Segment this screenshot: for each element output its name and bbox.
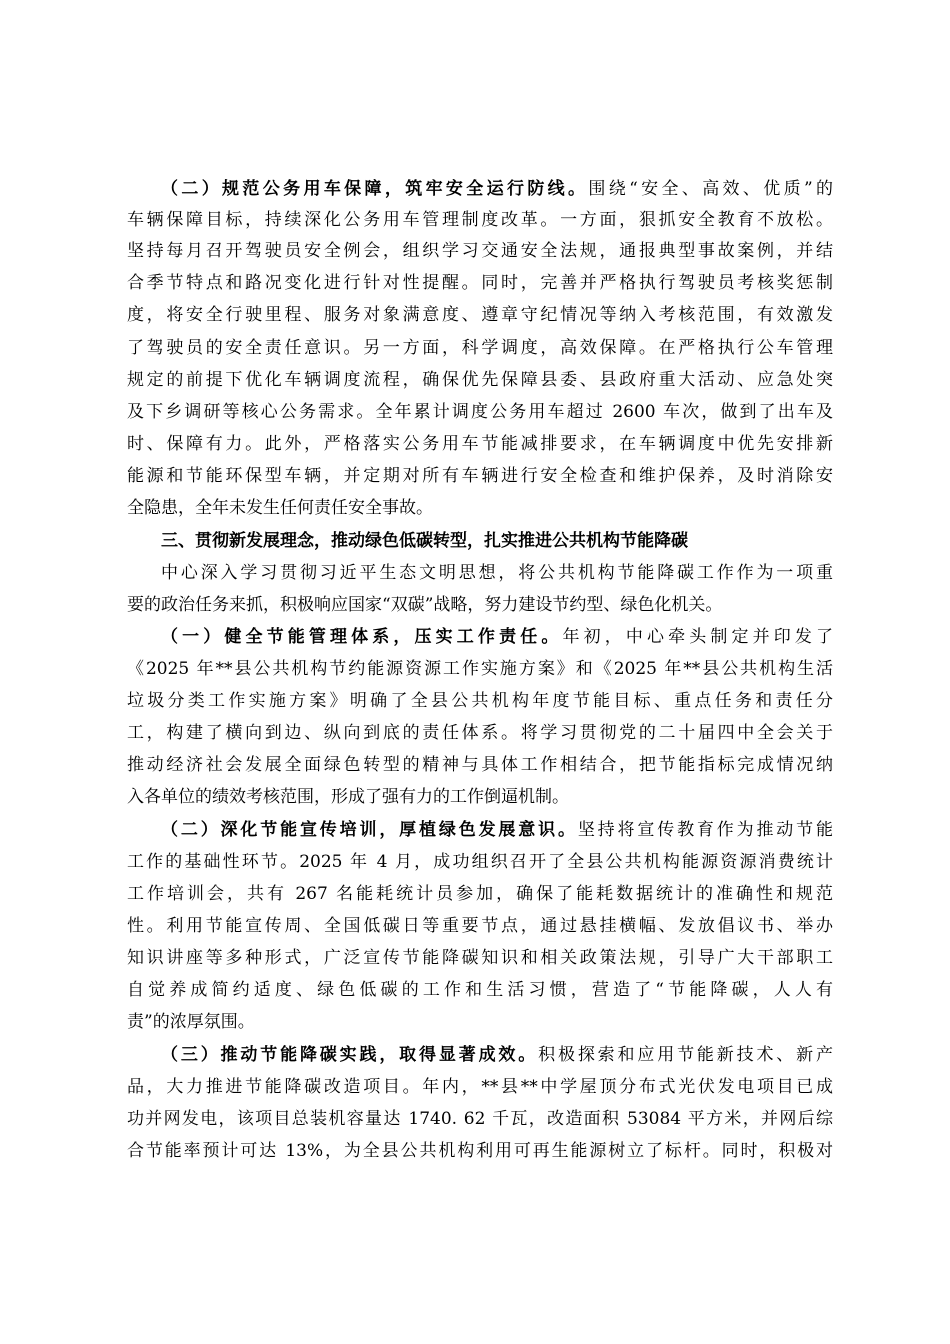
- text-line: [161, 622, 833, 652]
- text-line: 要的政治任务来抓，积极响应国家“双碳”战略，努力建设节约型、绿色化机关。: [127, 595, 723, 615]
- paragraph-heading: （二）深化节能宣传培训，厚植绿色发展意识。: [161, 820, 578, 840]
- text-line: 推动经济社会发展全面绿色转型的精神与具体工作相结合，把节能指标完成情况纳: [127, 755, 833, 775]
- text-line: 垃圾分类工作实施方案》明确了全县公共机构年度节能目标、重点任务和责任分: [127, 691, 833, 711]
- text-line: 度，将安全行驶里程、服务对象满意度、遵章守纪情况等纳入考核范围，有效激发: [127, 305, 833, 325]
- text-line: 能源和节能环保型车辆，并定期对所有车辆进行安全检查和维护保养，及时消除安: [127, 466, 833, 486]
- text-line: 了驾驶员的安全责任意识。另一方面，科学调度，高效保障。在严格执行公车管理: [127, 338, 833, 358]
- text-line: [161, 174, 833, 204]
- text-line: 工，构建了横向到边、纵向到底的责任体系。将学习贯彻党的二十届四中全会关于: [127, 723, 833, 743]
- text-line: 工作的基础性环节。2025 年 4 月，成功组织召开了全县公共机构能源资源消费统计: [127, 852, 833, 872]
- text-line: 全隐患，全年未发生任何责任安全事故。: [127, 498, 433, 518]
- paragraph-heading: （二）规范公务用车保障，筑牢安全运行防线。: [161, 179, 589, 199]
- section-heading: 三、贯彻新发展理念，推动绿色低碳转型，扎实推进公共机构节能降碳: [161, 531, 688, 551]
- text-line: 责”的浓厚氛围。: [127, 1012, 255, 1032]
- text-line: 入各单位的绩效考核范围，形成了强有力的工作倒逼机制。: [127, 787, 569, 807]
- line-text: 积极探索和应用节能新技术、新产: [538, 1045, 833, 1065]
- text-line: 合节能率预计可达 13%，为全县公共机构利用可再生能源树立了标杆。同时，积极对: [127, 1141, 833, 1161]
- text-line: 合季节特点和路况变化进行针对性提醒。同时，完善并严格执行驾驶员考核奖惩制: [127, 273, 833, 293]
- text-line: 中心深入学习贯彻习近平生态文明思想，将公共机构节能降碳工作作为一项重: [161, 563, 833, 583]
- text-line: 工作培训会，共有 267 名能耗统计员参加，确保了能耗数据统计的准确性和规范: [127, 884, 833, 904]
- text-line: 及下乡调研等核心公务需求。全年累计调度公务用车超过 2600 车次，做到了出车及: [127, 402, 833, 422]
- line-text: 围绕“安全、高效、优质”的: [588, 179, 833, 199]
- text-line: 品，大力推进节能降碳改造项目。年内，**县**中学屋顶分布式光伏发电项目已成: [127, 1077, 833, 1097]
- text-line: 知识讲座等多种形式，广泛宣传节能降碳知识和相关政策法规，引导广大干部职工: [127, 948, 833, 968]
- text-line: 《2025 年**县公共机构节约能源资源工作实施方案》和《2025 年**县公共机构生活: [127, 659, 833, 679]
- text-line: [161, 815, 833, 845]
- text-line: 功并网发电，该项目总装机容量达 1740. 62 千瓦，改造面积 53084 平方米，并网后综: [127, 1109, 833, 1129]
- text-line: 规定的前提下优化车辆调度流程，确保优先保障县委、县政府重大活动、应急处突: [127, 370, 833, 390]
- text-line: 车辆保障目标，持续深化公务用车管理制度改革。一方面，狠抓安全教育不放松。: [127, 210, 833, 230]
- line-text: 年初，中心牵头制定并印发了: [562, 627, 833, 647]
- text-line: [161, 1040, 833, 1070]
- text-line: 坚持每月召开驾驶员安全例会，组织学习交通安全法规，通报典型事故案例，并结: [127, 241, 833, 261]
- text-line: 自觉养成简约适度、绿色低碳的工作和生活习惯，营造了“节能降碳，人人有: [127, 980, 833, 1000]
- text-line: 性。利用节能宣传周、全国低碳日等重要节点，通过悬挂横幅、发放倡议书、举办: [127, 916, 833, 936]
- line-text: 坚持将宣传教育作为推动节能: [577, 820, 833, 840]
- paragraph-heading: （一）健全节能管理体系，压实工作责任。: [161, 627, 563, 647]
- paragraph-heading: （三）推动节能降碳实践，取得显著成效。: [161, 1045, 539, 1065]
- text-line: 时、保障有力。此外，严格落实公务用车节能减排要求，在车辆调度中优先安排新: [127, 434, 833, 454]
